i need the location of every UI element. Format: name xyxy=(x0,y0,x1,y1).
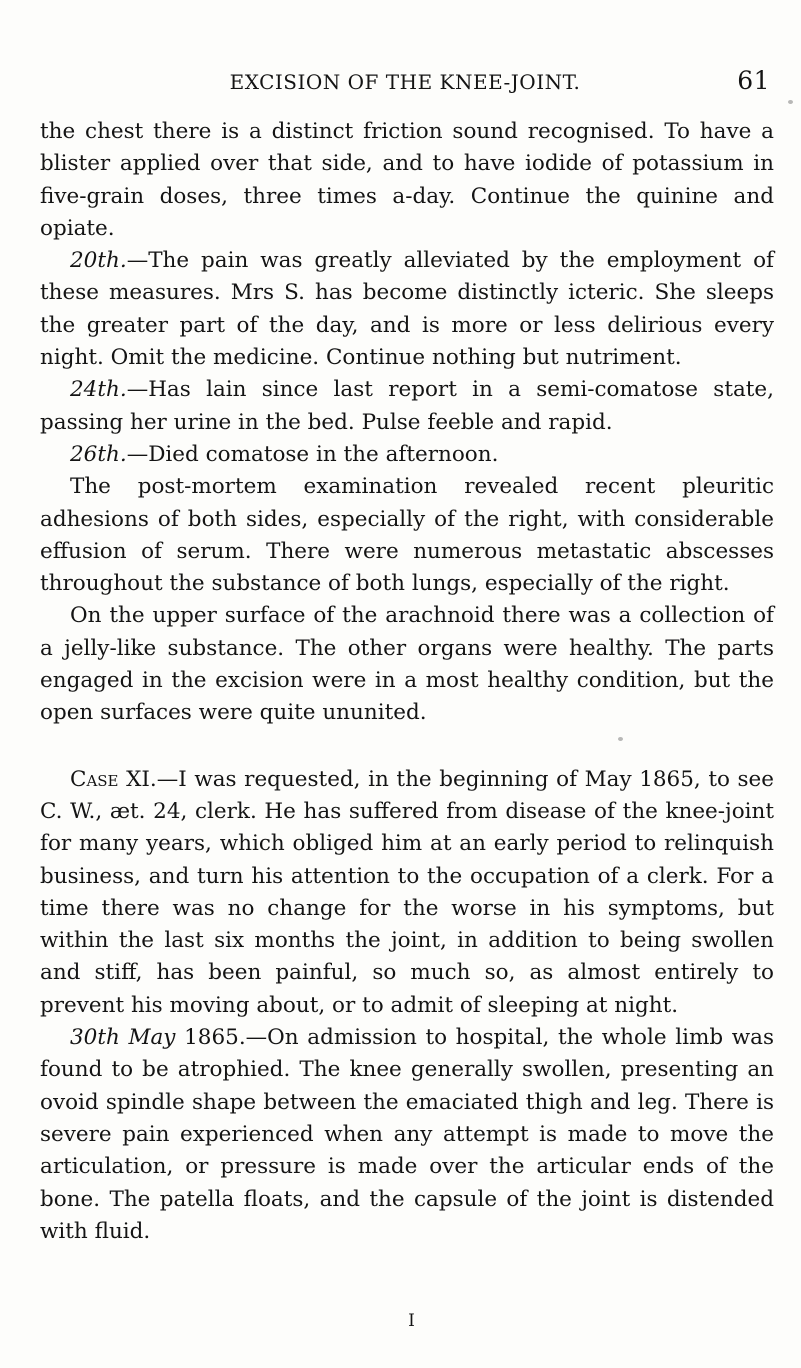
paragraph-26th xyxy=(40,439,774,471)
running-title: EXCISION OF THE KNEE-JOINT. xyxy=(229,70,581,94)
page-number: 61 xyxy=(737,66,770,95)
paragraph-post-mortem xyxy=(40,471,774,600)
signature-mark: I xyxy=(408,1311,415,1331)
paragraph-30th-may xyxy=(40,1022,774,1248)
entry-date: 24th. xyxy=(70,377,127,403)
entry-date: 20th. xyxy=(70,248,127,274)
ink-speck xyxy=(618,737,623,741)
paragraph-text: —Died comatose in the afternoon. xyxy=(126,441,499,467)
paragraph-text: the chest there is a distinct friction sound recognised. To have a blister applied over that side, and to have iodide of potassium in five-grain doses, three times a-day. Continue the quinine and opiate. xyxy=(40,119,774,241)
paragraph-text: —Has lain since last report in a semi-comatose state, passing her urine in the bed. Pulse feeble and rapid. xyxy=(40,377,774,435)
entry-date: 30th May xyxy=(70,1025,176,1051)
paragraph-20th xyxy=(40,245,774,374)
paragraph-text: —The pain was greatly alleviated by the employment of these measures. Mrs S. has become distinctly icteric. She sleeps the greater part of the day, and is more or less delirious every night. Omit the medicine. Continue nothing but nutriment. xyxy=(40,248,774,371)
paragraph-text: —I was requested, in the beginning of May 1865, to see C. W., æt. 24, clerk. He has suffered from disease of the knee-joint for many years, which obliged him at an early period to relinquish business, and turn his attention to the occupation of a clerk. For a time there was no change for the worse in his symptoms, but within the last six months the joint, in addition to being swollen and stiff, has been painful, so much so, as almost entirely to prevent his moving about, or to admit of sleeping at night. xyxy=(40,766,775,1018)
paragraph-continuation xyxy=(40,116,774,245)
paragraph-arachnoid xyxy=(40,600,774,729)
entry-date: 26th. xyxy=(70,441,127,467)
paragraph-text: On the upper surface of the arachnoid there was a collection of a jelly-like substance. The other organs were healthy. The parts engaged in the excision were in a most healthy condition, but the open surfaces were quite ununited. xyxy=(40,603,774,726)
paragraph-text: The post-mortem examination revealed recent pleuritic adhesions of both sides, especially of the right, with considerable effusion of serum. There were numerous metastatic abscesses throughout the substance of both lungs, especially of the right. xyxy=(40,474,774,597)
case-heading: Case XI. xyxy=(70,766,157,792)
paragraph-24th xyxy=(40,374,774,439)
section-gap xyxy=(40,730,774,764)
running-head xyxy=(40,64,770,104)
paragraph-case-xi xyxy=(40,764,774,1022)
body-text xyxy=(40,116,774,1248)
paragraph-text: 1865.—On admission to hospital, the whole limb was found to be atrophied. The knee generally swollen, presenting an ovoid spindle shape between the emaciated thigh and leg. There is severe pain experienced when any attempt is made to move the articulation, or pressure is made over the articular ends of the bone. The patella floats, and the capsule of the joint is distended with fluid. xyxy=(40,1025,774,1244)
ink-speck xyxy=(788,100,793,104)
